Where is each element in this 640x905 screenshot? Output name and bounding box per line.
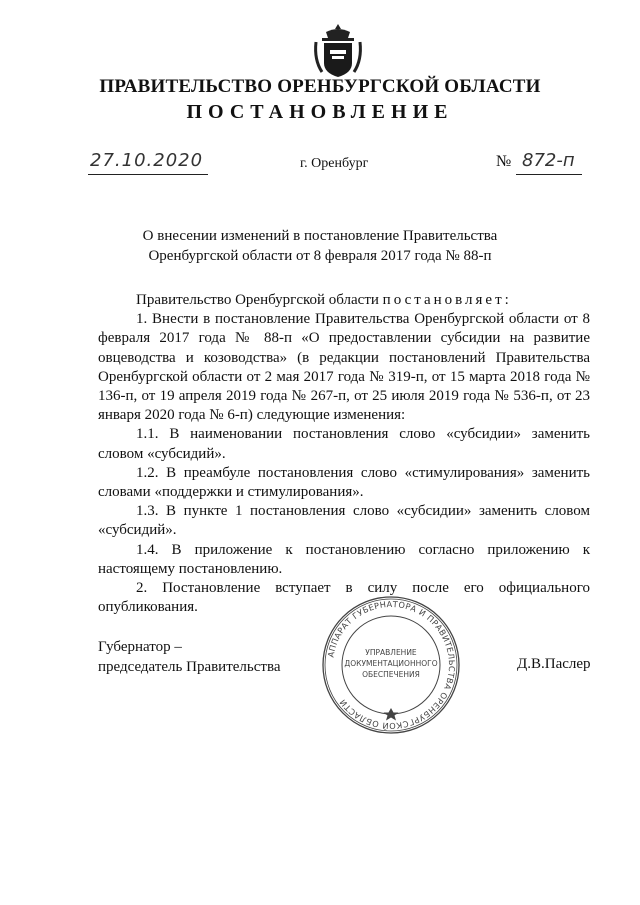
stamp-star-icon: [384, 708, 399, 721]
paragraph-1-2: 1.2. В преамбуле постановления слово «стимулирования» заменить словами «поддержки и стимулирования».: [98, 464, 590, 501]
paragraph-1-1: 1.1. В наименовании постановления слово «субсидии» заменить словом «субсидий».: [98, 426, 590, 462]
paragraph-2: 2. Постановление вступает в силу после его официального опубликования.: [98, 580, 590, 616]
preamble: [98, 291, 590, 310]
document-date: 27.10.2020: [90, 150, 204, 171]
stamp-center-line-2: ДОКУМЕНТАЦИОННОГО: [344, 659, 438, 668]
document-city: г. Оренбург: [300, 156, 369, 171]
number-underline: [516, 174, 582, 175]
signatory-name: Д.В.Паслер: [517, 656, 591, 672]
subject-line-2: Оренбургской области от 8 февраля 2017 года № 88-п: [148, 248, 492, 264]
paragraph-1-3: 1.3. В пункте 1 постановления слово «субсидии» заменить словом «субсидий».: [98, 503, 590, 539]
paragraph-1-4: 1.4. В приложение к постановлению согласно приложению к настоящему постановлению.: [98, 541, 590, 577]
coat-of-arms-icon: [312, 22, 364, 80]
document-subject: [0, 226, 640, 266]
paragraph-1: 1. Внести в постановление Правительства Оренбургской области от 8 февраля 2017 года № 88-п «О предоставлении субсидии на развитие овцеводства и козоводства» (в редакции постановлений Правительства Оренбургской области от 2 мая 2017 года № 319-п, от 15 марта 2018 года № 136-п, от 19 апреля 2019 года № 267-п, от 25 июля 2019 года № 536-п, от 23 января 2020 года № 6-п) следующие изменения:: [98, 311, 590, 424]
number-label: №: [496, 153, 512, 170]
document-type: ПОСТАНОВЛЕНИЕ: [186, 101, 454, 123]
signatory-title: [98, 637, 281, 677]
stamp-center-line-3: ОБЕСПЕЧЕНИЯ: [362, 670, 420, 679]
preamble-verb: постановляет:: [382, 292, 512, 308]
office-stamp: [320, 594, 462, 736]
stamp-center-line-1: УПРАВЛЕНИЕ: [365, 648, 417, 657]
document-body: [98, 291, 590, 617]
signatory-title-line-2: председатель Правительства: [98, 659, 281, 675]
signatory-title-line-1: Губернатор –: [98, 639, 182, 655]
preamble-start: Правительство Оренбургской области: [136, 292, 379, 308]
stamp-ring-text: АППАРАТ ГУБЕРНАТОРА И ПРАВИТЕЛЬСТВА ОРЕНБУРГСКОЙ ОБЛАСТИ: [325, 598, 458, 732]
document-number: 872-п: [522, 150, 575, 171]
date-underline: [88, 174, 208, 175]
subject-line-1: О внесении изменений в постановление Правительства: [142, 228, 498, 244]
org-title: ПРАВИТЕЛЬСТВО ОРЕНБУРГСКОЙ ОБЛАСТИ: [99, 76, 541, 97]
